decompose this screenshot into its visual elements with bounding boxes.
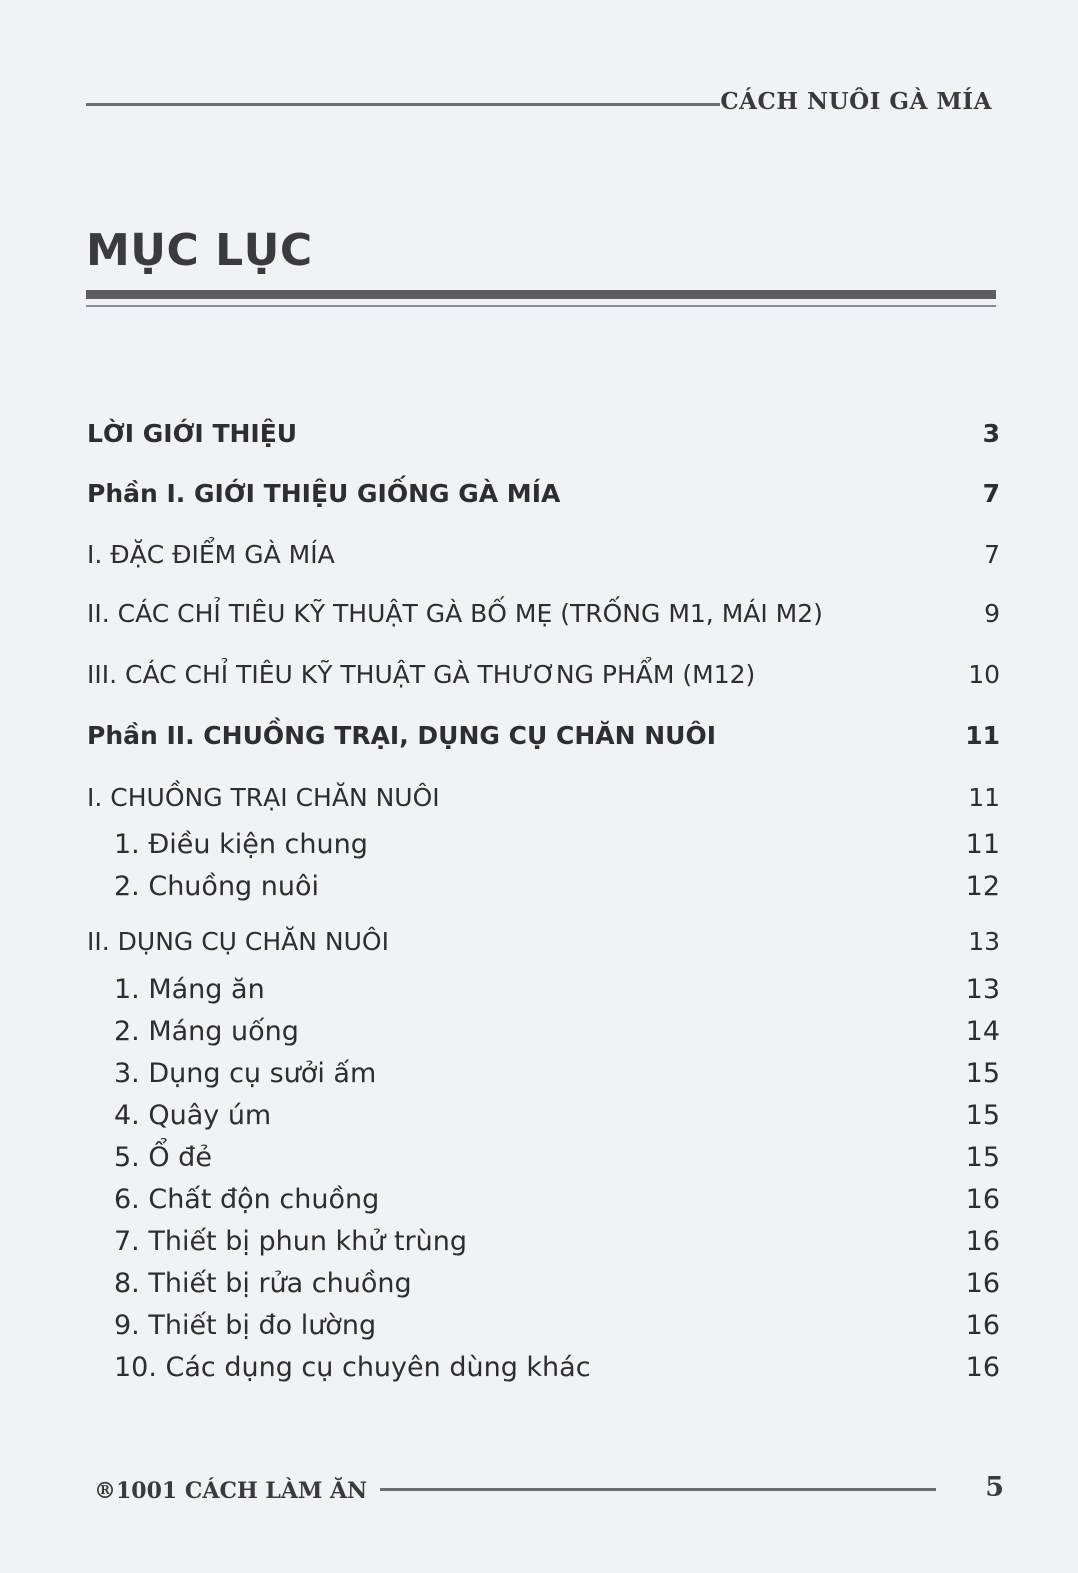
header-title: CÁCH NUÔI GÀ MÍA: [720, 88, 992, 115]
toc-entry-chi-tieu-bo-me[interactable]: [0, 599, 1078, 635]
toc-entry-quay-um[interactable]: [0, 1100, 1078, 1136]
toc-entry-mang-an[interactable]: [0, 974, 1078, 1010]
toc-entry-phan-2[interactable]: [0, 721, 1078, 757]
toc-title-bar: [86, 290, 996, 299]
toc-entry-thiet-bi-do[interactable]: [0, 1310, 1078, 1346]
toc-entry-loi-gioi-thieu[interactable]: [0, 419, 1078, 455]
toc-entry-label: 2. Chuồng nuôi: [114, 871, 320, 902]
toc-entry-label: 8. Thiết bị rửa chuồng: [114, 1268, 412, 1299]
toc-entry-label: III. CÁC CHỈ TIÊU KỸ THUẬT GÀ THƯƠNG PHẨM (M12): [87, 660, 756, 689]
toc-entry-label: 5. Ổ đẻ: [114, 1142, 212, 1173]
toc-entry-page: 7: [982, 479, 1000, 508]
toc-entry-page: 15: [965, 1058, 1000, 1089]
toc-entry-page: 16: [965, 1268, 1000, 1299]
toc-entry-page: 16: [965, 1310, 1000, 1341]
toc-entry-page: 11: [968, 783, 1000, 812]
toc-entry-page: 10: [968, 660, 1000, 689]
toc-entry-page: 16: [965, 1226, 1000, 1257]
toc-entry-page: 11: [965, 721, 1000, 750]
toc-entry-thiet-bi-phun[interactable]: [0, 1226, 1078, 1262]
toc-entry-chi-tieu-thuong-pham[interactable]: [0, 660, 1078, 696]
toc-entry-page: 15: [965, 1142, 1000, 1173]
toc-entry-page: 12: [965, 871, 1000, 902]
toc-entry-label: 2. Máng uống: [114, 1016, 299, 1047]
toc-entry-page: 13: [965, 974, 1000, 1005]
toc-entry-dung-cu-suoi-am[interactable]: [0, 1058, 1078, 1094]
toc-entry-page: 15: [965, 1100, 1000, 1131]
toc-entry-page: 13: [968, 927, 1000, 956]
toc-entry-label: 9. Thiết bị đo lường: [114, 1310, 377, 1341]
toc-entry-label: 4. Quây úm: [114, 1100, 272, 1131]
toc-entry-dung-cu[interactable]: [0, 927, 1078, 963]
toc-entry-label: II. DỤNG CỤ CHĂN NUÔI: [87, 927, 389, 956]
footer-rule: [380, 1488, 936, 1491]
toc-entry-phan-1[interactable]: [0, 479, 1078, 515]
footer-publisher: ®1001 CÁCH LÀM ĂN: [94, 1478, 368, 1504]
toc-entry-page: 16: [965, 1352, 1000, 1383]
toc-entry-label: I. CHUỒNG TRẠI CHĂN NUÔI: [87, 783, 440, 812]
toc-entry-label: 1. Máng ăn: [114, 974, 265, 1005]
toc-entry-chuong-nuoi[interactable]: [0, 871, 1078, 907]
toc-entry-label: 3. Dụng cụ sưởi ấm: [114, 1058, 377, 1089]
toc-entry-chat-don-chuong[interactable]: [0, 1184, 1078, 1220]
toc-entry-dieu-kien-chung[interactable]: [0, 829, 1078, 865]
header-rule: [86, 103, 720, 106]
toc-entry-label: II. CÁC CHỈ TIÊU KỸ THUẬT GÀ BỐ MẸ (TRỐNG M1, MÁI M2): [87, 599, 823, 628]
toc-entry-page: 9: [984, 599, 1000, 628]
toc-entry-label: Phần I. GIỚI THIỆU GIỐNG GÀ MÍA: [87, 479, 561, 508]
toc-entry-label: LỜI GIỚI THIỆU: [87, 419, 298, 448]
toc-entry-page: 16: [965, 1184, 1000, 1215]
toc-entry-dac-diem[interactable]: [0, 540, 1078, 576]
toc-entry-label: 7. Thiết bị phun khử trùng: [114, 1226, 468, 1257]
toc-entry-label: 1. Điều kiện chung: [114, 829, 368, 860]
toc-entry-page: 7: [984, 540, 1000, 569]
toc-title-underline: [86, 305, 996, 307]
toc-entry-chuong-trai[interactable]: [0, 783, 1078, 819]
toc-entry-thiet-bi-rua[interactable]: [0, 1268, 1078, 1304]
toc-entry-page: 14: [965, 1016, 1000, 1047]
toc-entry-label: 10. Các dụng cụ chuyên dùng khác: [114, 1352, 591, 1383]
toc-entry-mang-uong[interactable]: [0, 1016, 1078, 1052]
footer-page-number: 5: [985, 1472, 1004, 1503]
toc-entry-page: 11: [965, 829, 1000, 860]
toc-entry-label: Phần II. CHUỒNG TRẠI, DỤNG CỤ CHĂN NUÔI: [87, 721, 716, 750]
toc-entry-o-de[interactable]: [0, 1142, 1078, 1178]
toc-title: MỤC LỤC: [86, 225, 313, 276]
toc-entry-page: 3: [982, 419, 1000, 448]
toc-entry-label: 6. Chất độn chuồng: [114, 1184, 380, 1215]
toc-entry-dung-cu-khac[interactable]: [0, 1352, 1078, 1388]
toc-entry-label: I. ĐẶC ĐIỂM GÀ MÍA: [87, 540, 335, 569]
